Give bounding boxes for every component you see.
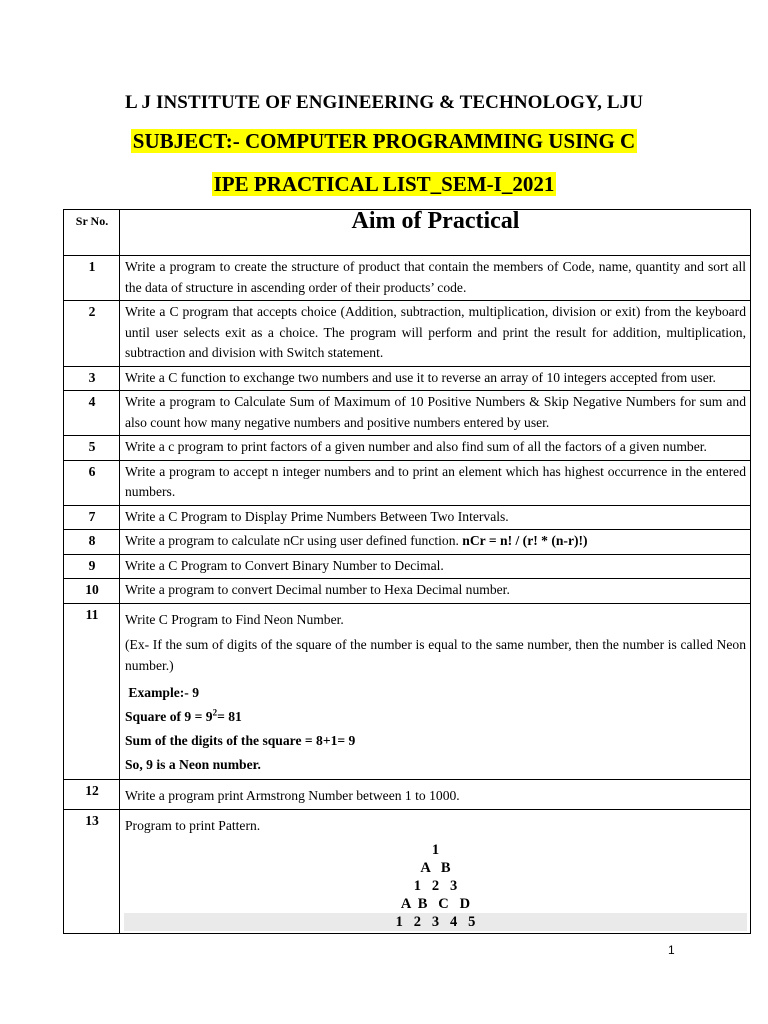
table-row (64, 809, 751, 934)
row-sr: 13 (64, 809, 120, 934)
row-aim: Write a C Program to Convert Binary Number to Decimal. (120, 554, 751, 579)
table-row (64, 603, 751, 780)
neon-conclusion: So, 9 is a Neon number. (125, 757, 261, 772)
row-aim: Write a C Program to Display Prime Numbers Between Two Intervals. (120, 505, 751, 530)
table-row (64, 460, 751, 505)
row-sr: 3 (64, 366, 120, 391)
row-aim: Write a program to accept n integer numbers and to print an element which has highest occurrence in the entered numbers. (120, 460, 751, 505)
row-aim: Write a c program to print factors of a given number and also find sum of all the factors of a given number. (120, 436, 751, 461)
subject-heading: SUBJECT:- COMPUTER PROGRAMMING USING C (132, 129, 636, 153)
row-sr: 7 (64, 505, 120, 530)
row-sr: 6 (64, 460, 120, 505)
ncr-aim-text: Write a program to calculate nCr using user defined function. (125, 533, 463, 548)
subject-heading-wrap (0, 129, 768, 154)
table-row (64, 256, 751, 301)
row-aim-pattern (120, 809, 751, 934)
row-aim: Write a program to create the structure of product that contain the members of Code, name, quantity and sort all the data of structure in ascending order of their products’ code. (120, 256, 751, 301)
row-sr: 2 (64, 301, 120, 367)
pattern-line: 1 (431, 842, 440, 858)
neon-square: Square of $9 = 9^2= 81$ (125, 707, 242, 724)
row-sr: 8 (64, 530, 120, 555)
pattern-output (125, 841, 746, 931)
row-aim: Write a program to convert Decimal number to Hexa Decimal number. (120, 579, 751, 604)
row-aim: Write a program to Calculate Sum of Maximum of 10 Positive Numbers & Skip Negative Numbers for sum and also count how many negative numbers and positive numbers entered by user. (120, 391, 751, 436)
row-aim: Write a program print Armstrong Number between 1 to 1000. (120, 780, 751, 810)
pattern-line: A B C D (400, 896, 471, 912)
pattern-line: 1 2 3 (413, 878, 458, 894)
pattern-line: A B (420, 860, 451, 876)
table-row (64, 301, 751, 367)
table-row (64, 391, 751, 436)
aim-header: Aim of Practical (120, 210, 751, 256)
table-header-row (64, 210, 751, 256)
institute-heading: L J INSTITUTE OF ENGINEERING & TECHNOLOGY, LJU (124, 92, 644, 113)
row-sr: 1 (64, 256, 120, 301)
neon-digit-sum: Sum of the digits of the square = 8+1= 9 (125, 733, 356, 748)
row-aim: Write a C function to exchange two numbers and use it to reverse an array of 10 integers accepted from user. (120, 366, 751, 391)
pattern-aim-text: Program to print Pattern. (125, 817, 261, 833)
row-aim-ncr (120, 530, 751, 555)
list-title: IPE PRACTICAL LIST_SEM-I_2021 (213, 172, 555, 196)
row-sr: 11 (64, 603, 120, 780)
row-sr: 10 (64, 579, 120, 604)
page-number: 1 (668, 943, 675, 957)
row-sr: 12 (64, 780, 120, 810)
row-sr: 5 (64, 436, 120, 461)
table-row (64, 530, 751, 555)
row-sr: 9 (64, 554, 120, 579)
table-row (64, 579, 751, 604)
row-aim-neon (120, 603, 751, 780)
neon-aim-text: Write C Program to Find Neon Number. (125, 611, 344, 627)
sr-no-header: Sr No. (64, 210, 120, 256)
pattern-line: 1 2 3 4 5 (124, 913, 747, 931)
table-row (64, 366, 751, 391)
table-row (64, 505, 751, 530)
row-aim: Write a C program that accepts choice (Addition, subtraction, multiplication, division or exit) from the keyboard until user selects exit as a choice. The program will perform and print the result for addition, multiplication, subtraction and division with Switch statement. (120, 301, 751, 367)
row-sr: 4 (64, 391, 120, 436)
ncr-formula: nCr = n! / (r! * (n-r)!) (462, 533, 588, 548)
neon-note: (Ex- If the sum of digits of the square of the number is equal to the same number, then the number is called Neon number.) (125, 637, 746, 673)
table-row (64, 554, 751, 579)
practical-list-table (63, 209, 751, 934)
list-title-wrap (0, 172, 768, 197)
table-row (64, 436, 751, 461)
neon-example: Example:- 9 (128, 685, 200, 700)
table-row (64, 780, 751, 810)
